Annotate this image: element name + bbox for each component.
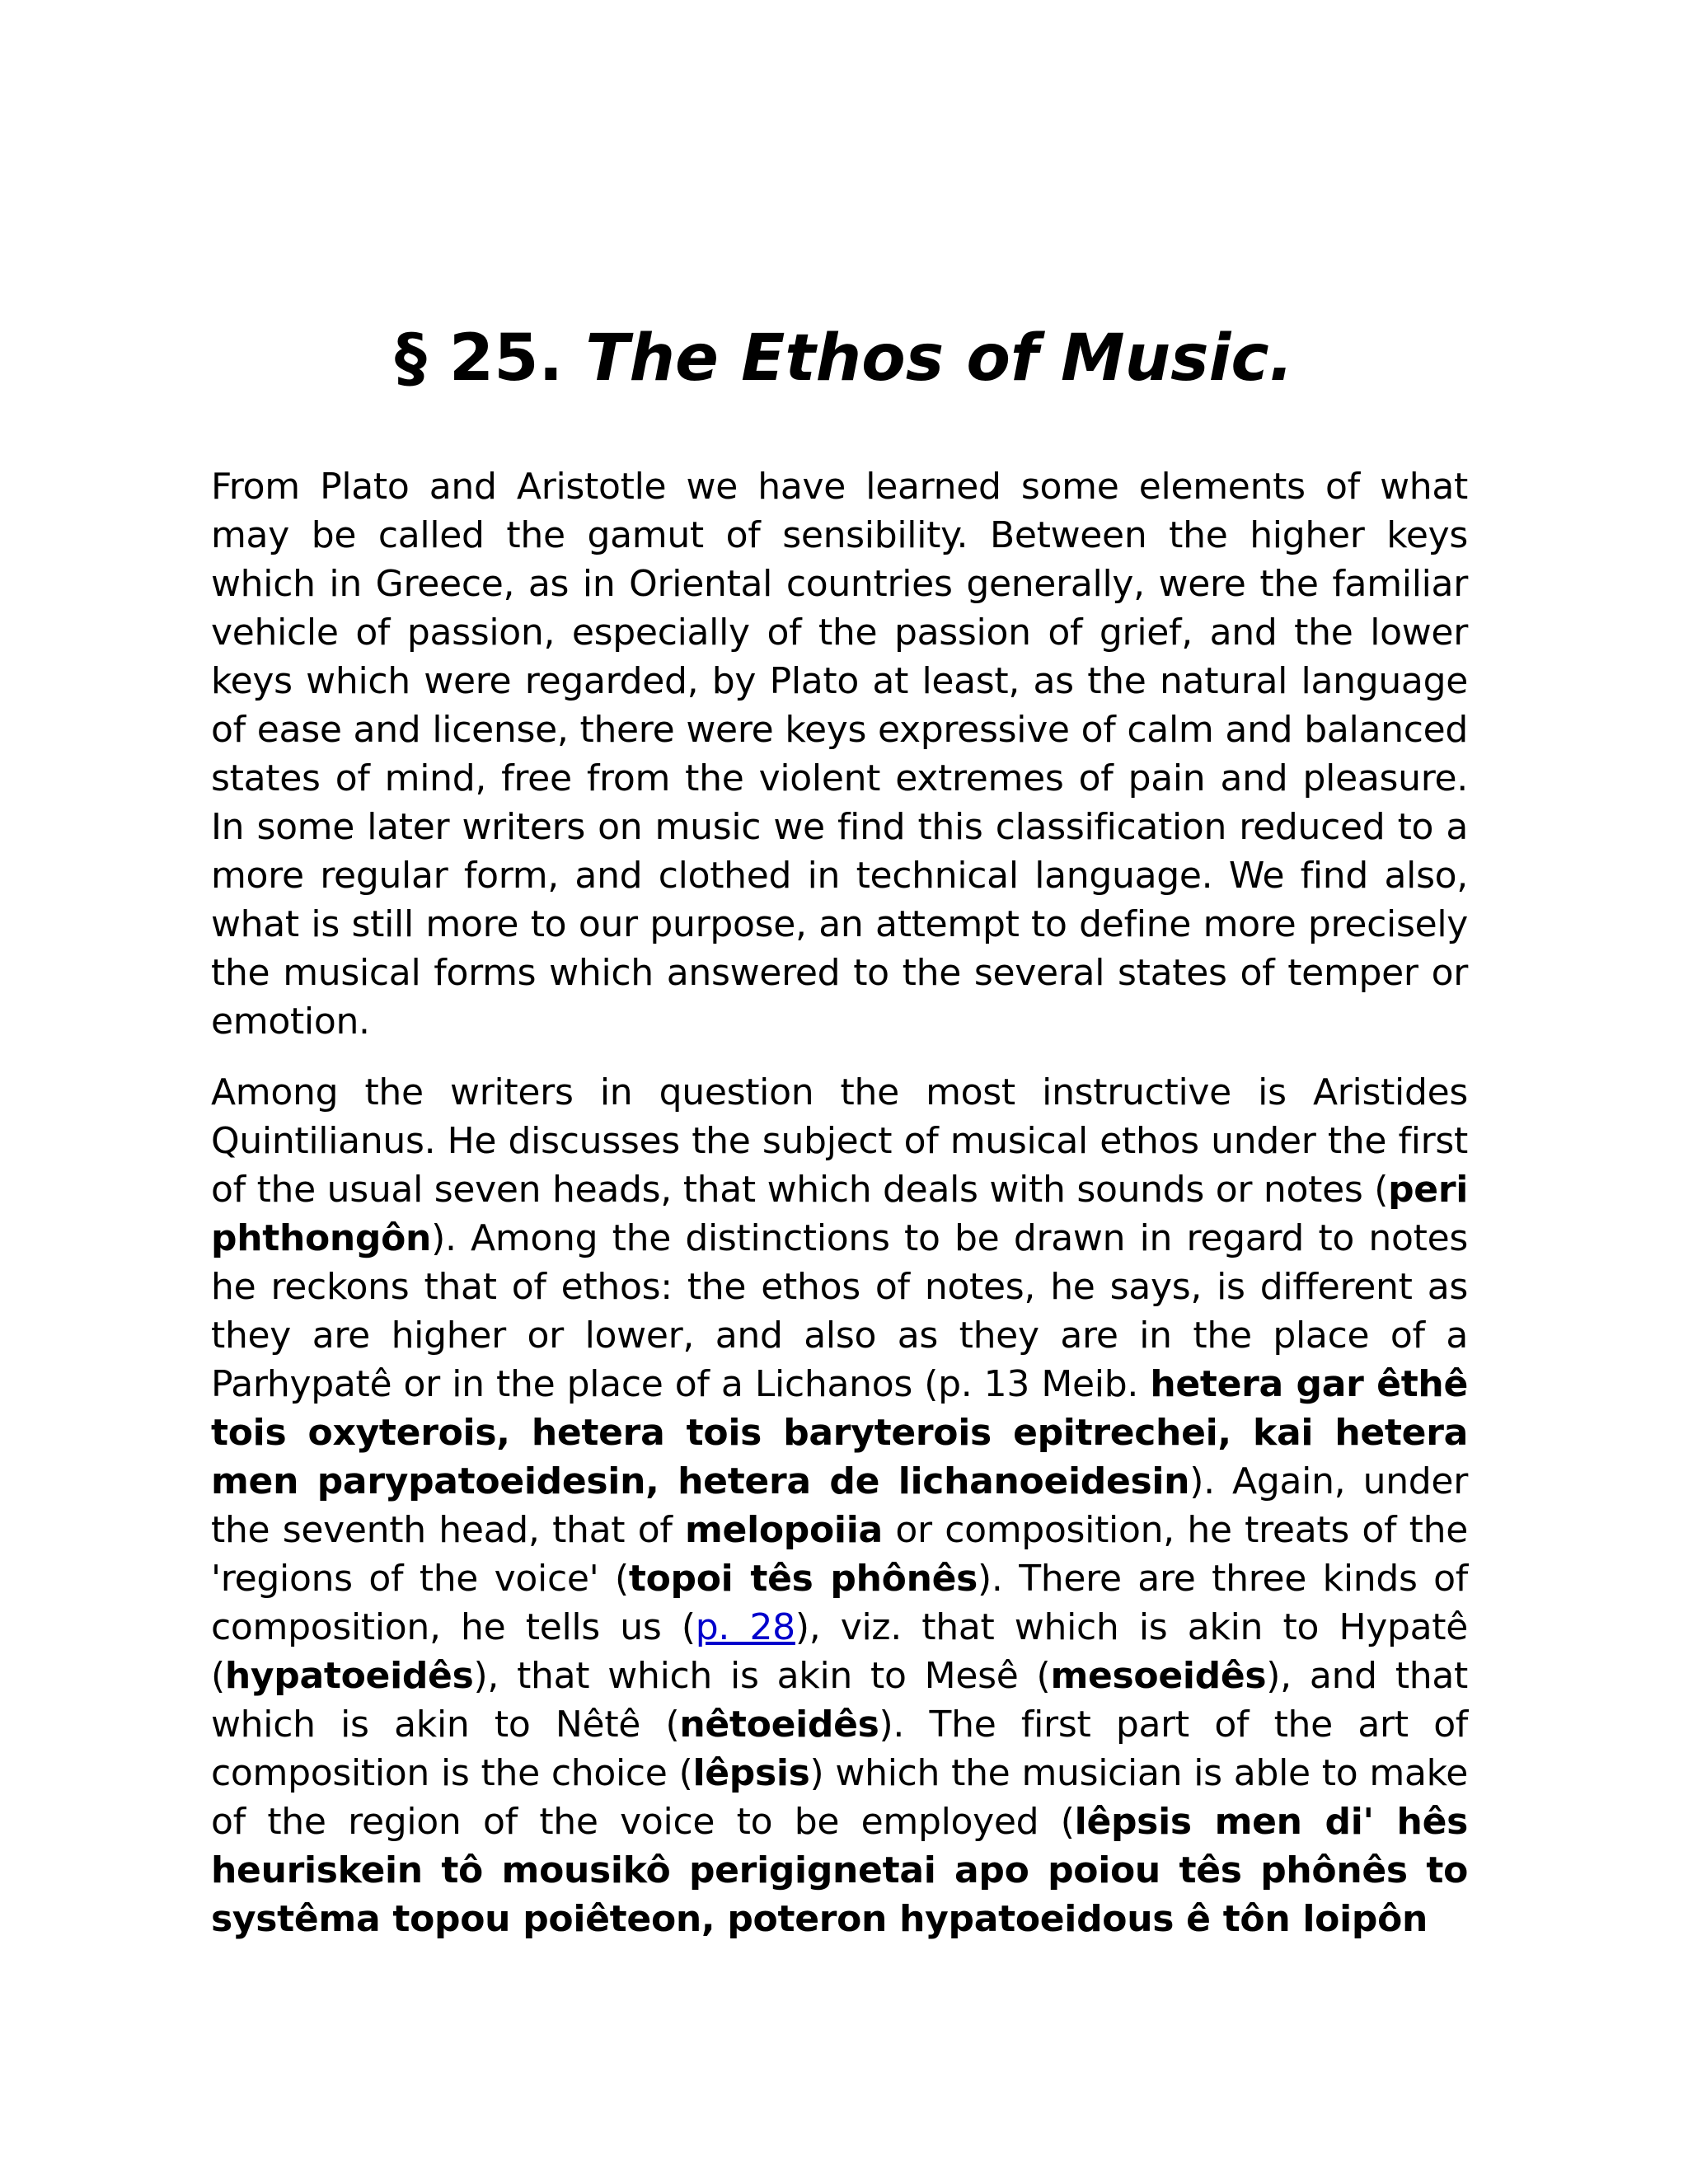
text-run: ), viz. that which is akin to Hypatê ( (211, 1606, 1468, 1697)
text-run: Among the writers in question the most instructive is Aristides Quintilianus. He discusses the subject of musical ethos under the first of the usual seven heads, that which deals with sounds or notes ( (211, 1071, 1468, 1211)
greek-quote-hetera: hetera gar êthê tois oxyterois, hetera tois baryterois epitrechei, kai hetera men parypatoeidesin, hetera de lichanoeidesin (211, 1363, 1468, 1502)
greek-term-hypatoeides: hypatoeidês (224, 1655, 474, 1697)
page-28-link[interactable]: p. 28 (695, 1606, 795, 1648)
section-number: § 25. (394, 321, 564, 396)
text-run: ), that which is akin to Mesê ( (473, 1655, 1051, 1697)
section-title: The Ethos of Music. (585, 321, 1294, 396)
greek-quote-lepsis: lêpsis men di' hês heuriskein tô mousikô perigignetai apo poiou tês phônês to systêma topou poiêteon, poteron hypatoeidous ê tôn loipôn (211, 1801, 1468, 1940)
text-run: ). Again, under the seventh head, that of (211, 1460, 1468, 1551)
greek-term-netoeides: nêtoeidês (679, 1704, 879, 1746)
text-run: ). Among the distinctions to be drawn in regard to notes he reckons that of ethos: the ethos of notes, he says, is different as they are higher or lower, and also as they are in the place of a Parhypatê or in the place of a Lichanos (p. 13 Meib. (211, 1217, 1468, 1405)
paragraph-plato-aristotle (211, 462, 1468, 1046)
greek-term-melopoiia: melopoiia (684, 1509, 883, 1551)
text-run: ). The first part of the art of composition is the choice ( (211, 1704, 1469, 1794)
text-run: or composition, he treats of the 'regions of the voice' ( (211, 1509, 1468, 1600)
greek-term-mesoeides: mesoeidês (1050, 1655, 1267, 1697)
text-run: ), and that which is akin to Nêtê ( (211, 1655, 1468, 1746)
text-run: ). There are three kinds of composition, he tells us ( (211, 1558, 1468, 1648)
greek-term-peri-phthongon: peri phthongôn (211, 1169, 1468, 1259)
paragraph-text: From Plato and Aristotle we have learned some elements of what may be called the gamut of sensibility. Between the higher keys which in Greece, as in Oriental countries generally, were the familiar vehicle of passion, especially of the passion of grief, and the lower keys which were regarded, by Plato at least, as the natural language of ease and license, there were keys expressive of calm and balanced states of mind, free from the violent extremes of pain and pleasure. In some later writers on music we find this classification reduced to a more regular form, and clothed in technical language. We find also, what is still more to our purpose, an attempt to define more precisely the musical forms which answered to the several states of temper or emotion. (211, 466, 1468, 1043)
greek-term-lepsis: lêpsis (692, 1752, 810, 1794)
text-run: ) which the musician is able to make of the region of the voice to be employed ( (211, 1752, 1468, 1843)
greek-term-topoi: topoi tês phônês (628, 1558, 978, 1600)
paragraph-aristides (211, 1068, 1468, 1943)
section-heading (0, 317, 1688, 400)
